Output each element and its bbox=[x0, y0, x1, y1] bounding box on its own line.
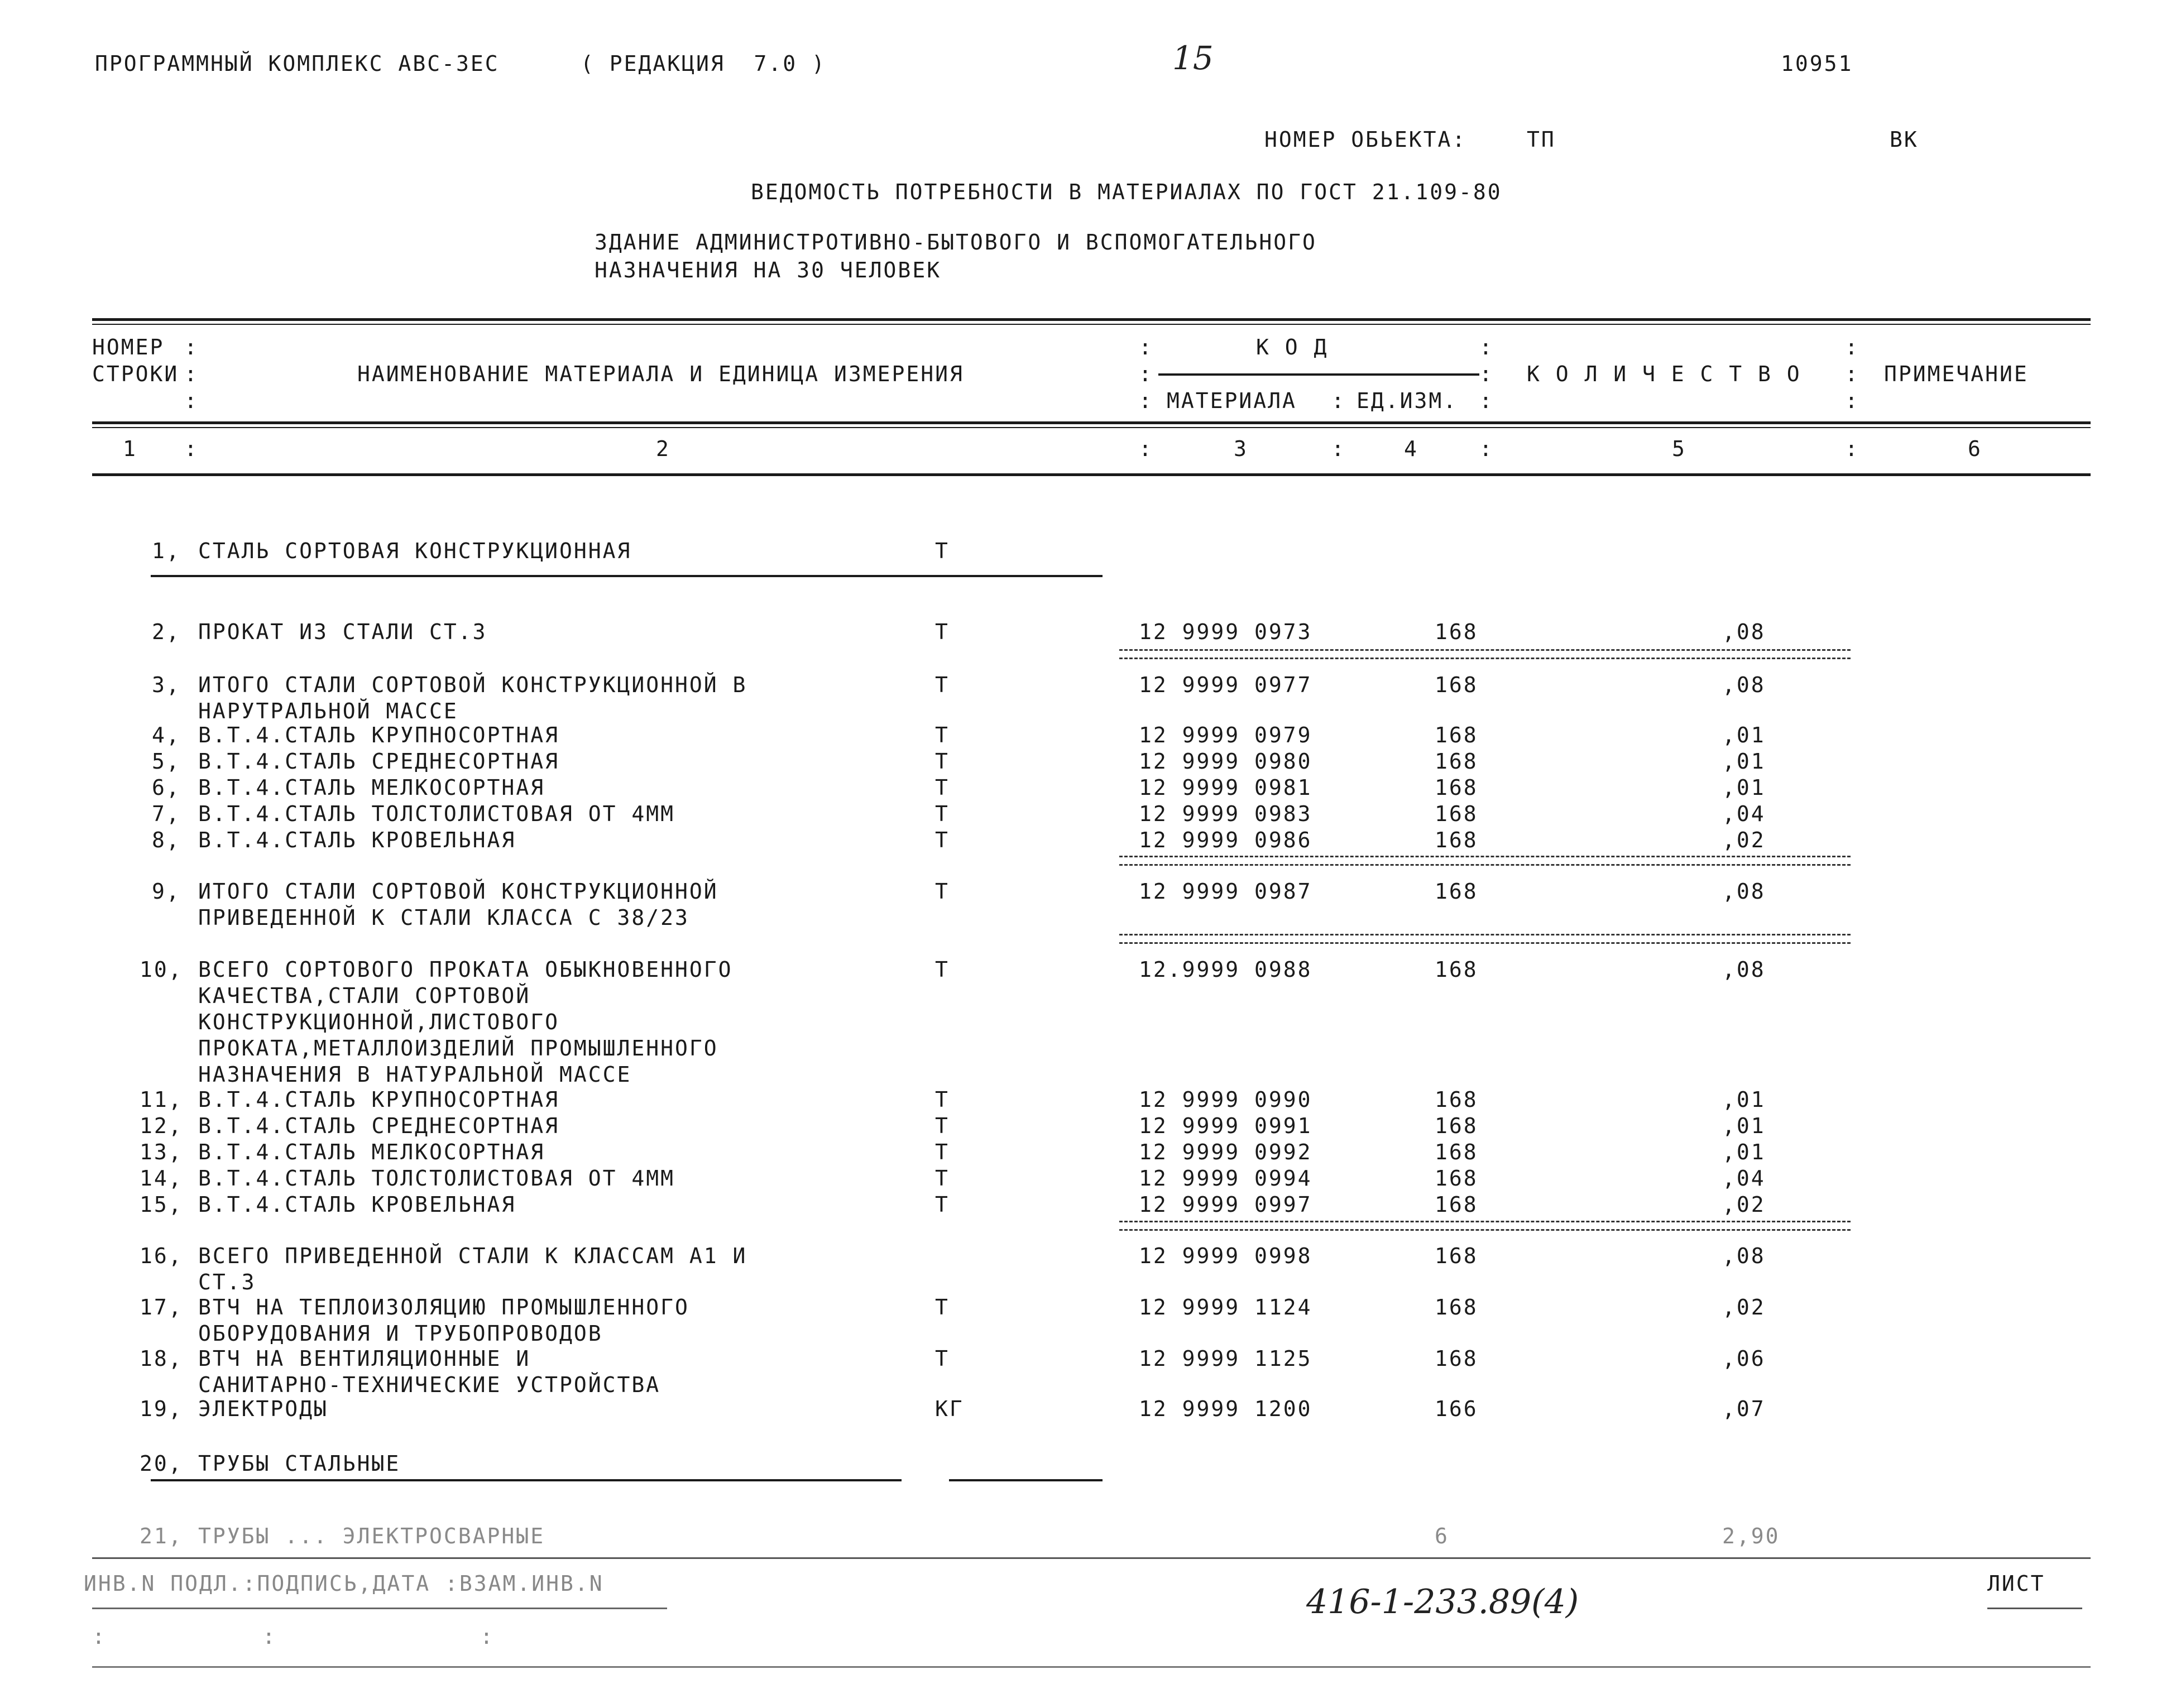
row-number: 16, bbox=[140, 1244, 183, 1268]
row-unit-code: 168 bbox=[1435, 957, 1478, 982]
row-number: 11, bbox=[140, 1087, 183, 1112]
row-material-name: ЭЛЕКТРОДЫ bbox=[198, 1397, 328, 1421]
col-code-mat-label: МАТЕРИАЛА bbox=[1167, 388, 1297, 413]
row-number: 6, bbox=[152, 775, 181, 800]
row-unit-code: 166 bbox=[1435, 1397, 1478, 1421]
title-block-bottom-rule bbox=[92, 1666, 2091, 1668]
row-quantity: ,01 bbox=[1722, 775, 1766, 800]
header-mid-rule-2 bbox=[92, 427, 2091, 428]
row-unit-code: 168 bbox=[1435, 1140, 1478, 1164]
row-quantity: ,06 bbox=[1722, 1346, 1766, 1371]
col-code-label: К О Д bbox=[1256, 335, 1329, 359]
row-number: 4, bbox=[152, 723, 181, 747]
row-number: 19, bbox=[140, 1397, 183, 1421]
total-rule bbox=[1119, 934, 1851, 944]
row-unit: Т bbox=[935, 1295, 950, 1320]
col-sep: : bbox=[1845, 335, 1859, 359]
table-row bbox=[0, 1397, 2176, 1423]
row-material-name: В.Т.4.СТАЛЬ СРЕДНЕСОРТНАЯ bbox=[198, 749, 559, 774]
row-unit: Т bbox=[935, 1192, 950, 1217]
building-line-1: ЗДАНИЕ АДМИНИСТРОТИВНО-БЫТОВОГО И ВСПОМОГАТЕЛЬНОГО bbox=[595, 230, 1317, 255]
col-sep: : bbox=[1139, 436, 1153, 461]
table-row bbox=[0, 1192, 2176, 1219]
sheet-rule bbox=[1987, 1608, 2082, 1609]
col-sep: : bbox=[1139, 335, 1153, 359]
row-unit: Т bbox=[935, 539, 950, 563]
row-material-name: НАЗНАЧЕНИЯ В НАТУРАЛЬНОЙ МАССЕ bbox=[198, 1062, 632, 1087]
row-unit-code: 168 bbox=[1435, 828, 1478, 852]
row-unit: Т bbox=[935, 879, 950, 904]
row-unit: Т bbox=[935, 828, 950, 852]
table-row bbox=[0, 828, 2176, 855]
table-row bbox=[0, 1166, 2176, 1193]
row-quantity: ,02 bbox=[1722, 1295, 1766, 1320]
col-sep: : bbox=[1331, 436, 1346, 461]
section-rule bbox=[151, 575, 1103, 577]
row-number: 3, bbox=[152, 673, 181, 697]
row-unit: Т bbox=[935, 620, 950, 644]
row-number: 18, bbox=[140, 1346, 183, 1371]
row-quantity: ,08 bbox=[1722, 957, 1766, 982]
total-rule bbox=[1119, 649, 1851, 659]
row-unit: Т bbox=[935, 957, 950, 982]
section-rule bbox=[949, 1479, 1103, 1481]
table-row bbox=[0, 1140, 2176, 1167]
row-quantity: ,04 bbox=[1722, 1166, 1766, 1191]
row-quantity: 2,90 bbox=[1722, 1524, 1780, 1548]
row-unit: Т bbox=[935, 749, 950, 774]
row-material-code: 12 9999 0998 bbox=[1139, 1244, 1312, 1268]
row-unit-code: 168 bbox=[1435, 1114, 1478, 1138]
row-unit: Т bbox=[935, 1114, 950, 1138]
building-line-2: НАЗНАЧЕНИЯ НА 30 ЧЕЛОВЕК bbox=[595, 258, 942, 282]
row-unit-code: 168 bbox=[1435, 1192, 1478, 1217]
row-material-code: 12 9999 0983 bbox=[1139, 802, 1312, 826]
header-mid-rule bbox=[92, 421, 2091, 424]
row-unit-code: 168 bbox=[1435, 775, 1478, 800]
row-unit: Т bbox=[935, 775, 950, 800]
col-sep: : bbox=[1331, 388, 1346, 413]
col-sep: : bbox=[1479, 362, 1494, 386]
col-num-label-1: НОМЕР bbox=[92, 335, 165, 359]
row-number: 1, bbox=[152, 539, 181, 563]
row-number: 17, bbox=[140, 1295, 183, 1320]
row-number: 14, bbox=[140, 1166, 183, 1191]
table-row bbox=[0, 1087, 2176, 1114]
doc-number: 10951 bbox=[1781, 51, 1853, 76]
row-material-name: ОБОРУДОВАНИЯ И ТРУБОПРОВОДОВ bbox=[198, 1321, 603, 1346]
row-unit-code: 168 bbox=[1435, 802, 1478, 826]
row-material-name: ПРОКАТ ИЗ СТАЛИ СТ.3 bbox=[198, 620, 487, 644]
row-material-name: ИТОГО СТАЛИ СОРТОВОЙ КОНСТРУКЦИОННОЙ В bbox=[198, 673, 747, 697]
row-number: 13, bbox=[140, 1140, 183, 1164]
col-index-4: 4 bbox=[1404, 436, 1418, 461]
row-unit: Т bbox=[935, 802, 950, 826]
col-sep: : bbox=[184, 362, 199, 386]
col-sep: : bbox=[184, 335, 199, 359]
row-material-name: В.Т.4.СТАЛЬ КРУПНОСОРТНАЯ bbox=[198, 1087, 559, 1112]
row-number: 20, bbox=[140, 1451, 183, 1476]
col-sep: : bbox=[184, 436, 199, 461]
row-quantity: ,08 bbox=[1722, 620, 1766, 644]
row-unit-code: 168 bbox=[1435, 1244, 1478, 1268]
row-unit-code: 168 bbox=[1435, 1166, 1478, 1191]
row-number: 9, bbox=[152, 879, 181, 904]
col-code-unit-label: ЕД.ИЗМ. bbox=[1357, 388, 1458, 413]
row-unit-code: 168 bbox=[1435, 879, 1478, 904]
row-quantity: ,01 bbox=[1722, 749, 1766, 774]
row-quantity: ,01 bbox=[1722, 723, 1766, 747]
row-material-name: В.Т.4.СТАЛЬ МЕЛКОСОРТНАЯ bbox=[198, 1140, 545, 1164]
table-row bbox=[0, 1524, 2176, 1551]
row-material-code: 12 9999 0994 bbox=[1139, 1166, 1312, 1191]
row-quantity: ,07 bbox=[1722, 1397, 1766, 1421]
row-number: 15, bbox=[140, 1192, 183, 1217]
program-name: ПРОГРАММНЫЙ КОМПЛЕКС АВС-3ЕС bbox=[95, 51, 500, 76]
row-material-code: 12 9999 0977 bbox=[1139, 673, 1312, 697]
row-material-name: КОНСТРУКЦИОННОЙ,ЛИСТОВОГО bbox=[198, 1010, 559, 1034]
row-material-code: 12 9999 1124 bbox=[1139, 1295, 1312, 1320]
table-row bbox=[0, 1295, 2176, 1346]
stamp-sep: : bbox=[480, 1624, 495, 1649]
object-section: ВК bbox=[1890, 127, 1919, 152]
row-unit: Т bbox=[935, 723, 950, 747]
table-row bbox=[0, 1346, 2176, 1397]
table-row bbox=[0, 1451, 2176, 1478]
col-sep: : bbox=[1479, 335, 1494, 359]
row-unit-code: 168 bbox=[1435, 749, 1478, 774]
col-sep: : bbox=[1479, 388, 1494, 413]
header-top-rule-2 bbox=[92, 324, 2091, 325]
row-material-name: ПРОКАТА,МЕТАЛЛОИЗДЕЛИЙ ПРОМЫШЛЕННОГО bbox=[198, 1036, 718, 1061]
code-sub-rule bbox=[1158, 373, 1479, 376]
row-material-name: ТРУБЫ ... ЭЛЕКТРОСВАРНЫЕ bbox=[198, 1524, 545, 1548]
row-unit: Т bbox=[935, 1087, 950, 1112]
col-index-5: 5 bbox=[1672, 436, 1686, 461]
row-material-code: 12 9999 0986 bbox=[1139, 828, 1312, 852]
table-row bbox=[0, 1114, 2176, 1140]
page-mark: 15 bbox=[1172, 39, 1214, 77]
table-row bbox=[0, 723, 2176, 750]
row-material-name: ВТЧ НА ВЕНТИЛЯЦИОННЫЕ И bbox=[198, 1346, 531, 1371]
row-material-name: ТРУБЫ СТАЛЬНЫЕ bbox=[198, 1451, 401, 1476]
table-row bbox=[0, 1244, 2176, 1294]
row-quantity: ,01 bbox=[1722, 1140, 1766, 1164]
row-quantity: ,02 bbox=[1722, 828, 1766, 852]
row-number: 10, bbox=[140, 957, 183, 982]
row-material-code: 12 9999 1200 bbox=[1139, 1397, 1312, 1421]
row-number: 2, bbox=[152, 620, 181, 644]
row-quantity: ,01 bbox=[1722, 1087, 1766, 1112]
col-sep: : bbox=[1845, 362, 1859, 386]
program-edition: ( РЕДАКЦИЯ 7.0 ) bbox=[581, 51, 826, 76]
col-index-6: 6 bbox=[1968, 436, 1982, 461]
row-quantity: ,02 bbox=[1722, 1192, 1766, 1217]
row-material-name: СТ.3 bbox=[198, 1270, 256, 1294]
row-material-code: 12 9999 0990 bbox=[1139, 1087, 1312, 1112]
stamp-sep: : bbox=[262, 1624, 277, 1649]
row-material-code: 12.9999 0988 bbox=[1139, 957, 1312, 982]
page-title: ВЕДОМОСТЬ ПОТРЕБНОСТИ В МАТЕРИАЛАХ ПО ГОСТ 21.109-80 bbox=[751, 180, 1502, 204]
row-material-name: ВСЕГО СОРТОВОГО ПРОКАТА ОБЫКНОВЕННОГО bbox=[198, 957, 733, 982]
row-material-name: САНИТАРНО-ТЕХНИЧЕСКИЕ УСТРОЙСТВА bbox=[198, 1373, 661, 1397]
row-material-name: В.Т.4.СТАЛЬ ТОЛСТОЛИСТОВАЯ ОТ 4ММ bbox=[198, 1166, 675, 1191]
row-unit: КГ bbox=[935, 1397, 964, 1421]
object-code: ТП bbox=[1527, 127, 1556, 152]
col-sep: : bbox=[1845, 388, 1859, 413]
header-bottom-rule bbox=[92, 473, 2091, 476]
row-quantity: ,08 bbox=[1722, 1244, 1766, 1268]
row-unit-code: 168 bbox=[1435, 673, 1478, 697]
row-material-code: 12 9999 0973 bbox=[1139, 620, 1312, 644]
row-material-name: В.Т.4.СТАЛЬ КРОВЕЛЬНАЯ bbox=[198, 828, 516, 852]
row-unit: Т bbox=[935, 1346, 950, 1371]
row-unit-code: 168 bbox=[1435, 1087, 1478, 1112]
row-material-code: 12 9999 0992 bbox=[1139, 1140, 1312, 1164]
row-unit: Т bbox=[935, 1140, 950, 1164]
col-num-label-2: СТРОКИ bbox=[92, 362, 179, 386]
row-unit-code: 168 bbox=[1435, 723, 1478, 747]
row-material-name: НАРУТРАЛЬНОЙ МАССЕ bbox=[198, 699, 458, 723]
row-material-code: 12 9999 0997 bbox=[1139, 1192, 1312, 1217]
table-row bbox=[0, 673, 2176, 723]
section-rule bbox=[151, 1479, 902, 1481]
row-quantity: ,04 bbox=[1722, 802, 1766, 826]
total-rule bbox=[1119, 1221, 1851, 1231]
row-quantity: ,08 bbox=[1722, 673, 1766, 697]
row-unit-code: 6 bbox=[1435, 1524, 1449, 1548]
row-material-code: 12 9999 0991 bbox=[1139, 1114, 1312, 1138]
row-unit-code: 168 bbox=[1435, 1346, 1478, 1371]
col-note-label: ПРИМЕЧАНИЕ bbox=[1884, 362, 2029, 386]
col-index-3: 3 bbox=[1234, 436, 1248, 461]
row-number: 21, bbox=[140, 1524, 183, 1548]
row-material-name: СТАЛЬ СОРТОВАЯ КОНСТРУКЦИОННАЯ bbox=[198, 539, 632, 563]
row-material-name: В.Т.4.СТАЛЬ МЕЛКОСОРТНАЯ bbox=[198, 775, 545, 800]
row-material-code: 12 9999 0987 bbox=[1139, 879, 1312, 904]
table-row bbox=[0, 802, 2176, 828]
row-material-name: В.Т.4.СТАЛЬ КРУПНОСОРТНАЯ bbox=[198, 723, 559, 747]
table-row bbox=[0, 957, 2176, 1087]
row-quantity: ,08 bbox=[1722, 879, 1766, 904]
row-number: 5, bbox=[152, 749, 181, 774]
stamp-sep: : bbox=[92, 1624, 107, 1649]
row-unit: Т bbox=[935, 1166, 950, 1191]
row-material-code: 12 9999 0981 bbox=[1139, 775, 1312, 800]
row-material-code: 12 9999 0979 bbox=[1139, 723, 1312, 747]
row-material-name: КАЧЕСТВА,СТАЛИ СОРТОВОЙ bbox=[198, 983, 531, 1008]
table-row bbox=[0, 749, 2176, 776]
col-sep: : bbox=[1479, 436, 1494, 461]
drawing-code: 416-1-233.89(4) bbox=[1306, 1582, 1579, 1621]
row-number: 12, bbox=[140, 1114, 183, 1138]
col-name-label: НАИМЕНОВАНИЕ МАТЕРИАЛА И ЕДИНИЦА ИЗМЕРЕНИЯ bbox=[357, 362, 964, 386]
row-material-name: ПРИВЕДЕННОЙ К СТАЛИ КЛАССА С 38/23 bbox=[198, 905, 689, 930]
row-unit-code: 168 bbox=[1435, 1295, 1478, 1320]
col-sep: : bbox=[1845, 436, 1859, 461]
row-material-name: ВСЕГО ПРИВЕДЕННОЙ СТАЛИ К КЛАССАМ А1 И bbox=[198, 1244, 747, 1268]
col-sep: : bbox=[184, 388, 199, 413]
row-material-name: В.Т.4.СТАЛЬ ТОЛСТОЛИСТОВАЯ ОТ 4ММ bbox=[198, 802, 675, 826]
table-row bbox=[0, 620, 2176, 646]
col-index-1: 1 bbox=[123, 436, 137, 461]
object-label: НОМЕР ОБЬЕКТА: bbox=[1264, 127, 1467, 152]
row-unit: Т bbox=[935, 673, 950, 697]
row-material-name: В.Т.4.СТАЛЬ КРОВЕЛЬНАЯ bbox=[198, 1192, 516, 1217]
sheet-label: ЛИСТ bbox=[1987, 1571, 2045, 1596]
header-top-rule bbox=[92, 318, 2091, 321]
stamp-columns: ИНВ.N ПОДЛ.:ПОДПИСЬ,ДАТА :ВЗАМ.ИНВ.N bbox=[84, 1571, 604, 1596]
row-number: 7, bbox=[152, 802, 181, 826]
row-material-name: ИТОГО СТАЛИ СОРТОВОЙ КОНСТРУКЦИОННОЙ bbox=[198, 879, 718, 904]
table-row bbox=[0, 775, 2176, 802]
row-number: 8, bbox=[152, 828, 181, 852]
row-material-code: 12 9999 0980 bbox=[1139, 749, 1312, 774]
row-material-code: 12 9999 1125 bbox=[1139, 1346, 1312, 1371]
title-block-top-rule bbox=[92, 1557, 2091, 1559]
row-material-name: В.Т.4.СТАЛЬ СРЕДНЕСОРТНАЯ bbox=[198, 1114, 559, 1138]
row-quantity: ,01 bbox=[1722, 1114, 1766, 1138]
row-unit-code: 168 bbox=[1435, 620, 1478, 644]
row-material-name: ВТЧ НА ТЕПЛОИЗОЛЯЦИЮ ПРОМЫШЛЕННОГО bbox=[198, 1295, 689, 1320]
stamp-rule bbox=[92, 1608, 667, 1609]
table-row bbox=[0, 879, 2176, 930]
col-qty-label: К О Л И Ч Е С Т В О bbox=[1527, 362, 1801, 386]
total-rule bbox=[1119, 856, 1851, 866]
col-sep: : bbox=[1139, 388, 1153, 413]
col-sep: : bbox=[1139, 362, 1153, 386]
col-index-2: 2 bbox=[656, 436, 670, 461]
table-row bbox=[0, 539, 2176, 565]
